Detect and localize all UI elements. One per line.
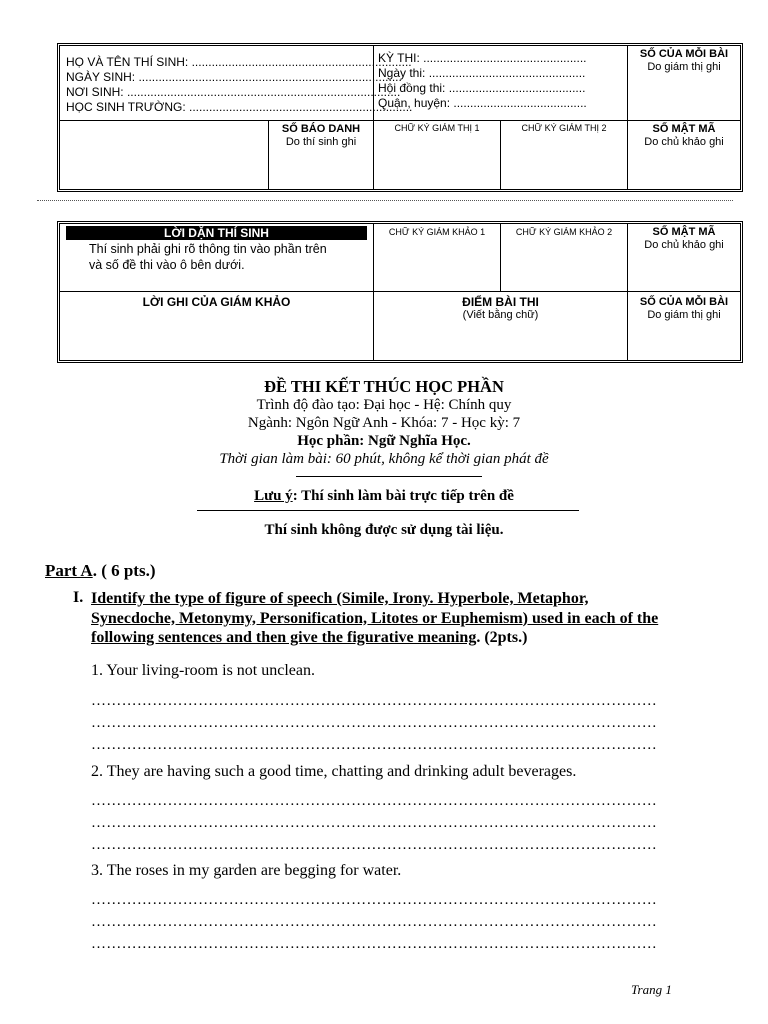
proctor-signature-1[interactable]: CHỮ KÝ GIÁM THỊ 1 — [394, 123, 480, 133]
instructions-text: Thí sinh phải ghi rõ thông tin vào phần trên và số đề thi vào ô bên dưới. — [89, 242, 327, 272]
secret-code-title-2: SỐ MẬT MÃ — [652, 226, 716, 238]
grading-box — [57, 221, 743, 363]
paper-number-note-2: Do giám thị ghi — [647, 309, 721, 321]
paper-number-cell-2 — [628, 296, 740, 322]
answer-line[interactable]: ………………………………………………………………………………………………… — [91, 737, 658, 753]
question-2: 2. They are having such a good time, chatting and drinking adult beverages. — [91, 763, 577, 780]
exam-course: Học phần: Ngữ Nghĩa Học. — [297, 433, 471, 449]
exam-time: Thời gian làm bài: 60 phút, không kể thời gian phát đề — [219, 451, 549, 467]
answer-line[interactable]: ………………………………………………………………………………………………… — [91, 914, 658, 930]
candidate-number-cell — [269, 123, 373, 149]
exam-name-field[interactable]: KỲ THI: ................................................. — [378, 51, 587, 65]
answer-line[interactable]: ………………………………………………………………………………………………… — [91, 815, 658, 831]
candidate-number-title: SỐ BÁO DANH — [281, 123, 361, 135]
note-label: Lưu ý — [254, 488, 293, 504]
proctor-signature-2[interactable]: CHỮ KÝ GIÁM THỊ 2 — [521, 123, 607, 133]
secret-code-note: Do chủ khảo ghi — [644, 136, 724, 148]
secret-code-cell — [628, 123, 740, 149]
exam-major: Ngành: Ngôn Ngữ Anh - Khóa: 7 - Học kỳ: 7 — [247, 415, 521, 431]
birth-place-field[interactable]: NƠI SINH: .................................................................................. — [66, 85, 401, 99]
exam-note — [0, 488, 768, 505]
title-rule — [296, 476, 482, 477]
answer-line[interactable]: ………………………………………………………………………………………………… — [91, 837, 658, 853]
score-title: ĐIỂM BÀI THI — [462, 295, 539, 309]
grader-signature-1[interactable]: CHỮ KÝ GIÁM KHẢO 1 — [388, 227, 486, 237]
answer-line[interactable]: ………………………………………………………………………………………………… — [91, 793, 658, 809]
exam-fields — [378, 51, 624, 111]
district-field[interactable]: Quận, huyện: ........................................ — [378, 96, 587, 110]
part-a-points: . ( 6 pts.) — [92, 561, 156, 580]
full-name-field[interactable]: HỌ VÀ TÊN THÍ SINH: .................................................................. — [66, 55, 412, 69]
score-cell[interactable] — [374, 296, 627, 322]
answer-line[interactable]: ………………………………………………………………………………………………… — [91, 892, 658, 908]
paper-number-title-2: SỐ CỦA MỖI BÀI — [639, 296, 729, 308]
exam-title: ĐỀ THI KẾT THÚC HỌC PHẦN — [264, 377, 504, 396]
part-a-heading — [45, 561, 156, 581]
grader-signature-2[interactable]: CHỮ KÝ GIÁM KHẢO 2 — [515, 227, 613, 237]
answer-line[interactable]: ………………………………………………………………………………………………… — [91, 936, 658, 952]
no-materials-note: Thí sinh không được sử dụng tài liệu. — [264, 522, 504, 538]
paper-number-note: Do giám thị ghi — [647, 61, 721, 73]
exam-level: Trình độ đào tạo: Đại học - Hệ: Chính quy — [256, 397, 512, 413]
cut-line — [37, 200, 733, 201]
school-field[interactable]: HỌC SINH TRƯỜNG: ................................................................... — [66, 100, 413, 114]
note-text: : Thí sinh làm bài trực tiếp trên đề — [292, 488, 514, 504]
secret-code-title: SỐ MẬT MÃ — [652, 123, 716, 135]
answer-line[interactable]: ………………………………………………………………………………………………… — [91, 693, 658, 709]
candidate-number-note: Do thí sinh ghi — [285, 136, 357, 148]
exam-council-field[interactable]: Hội đồng thi: ......................................... — [378, 81, 586, 95]
page-number: Trang 1 — [631, 982, 672, 997]
exam-date-field[interactable]: Ngày thi: ............................................... — [378, 66, 586, 80]
paper-number-cell — [628, 48, 740, 74]
section-number: I. — [73, 589, 84, 606]
score-note: (Viết bằng chữ) — [462, 309, 539, 321]
candidate-info-box — [57, 43, 743, 192]
question-1: 1. Your living-room is not unclean. — [91, 662, 315, 679]
birth-date-field[interactable]: NGÀY SINH: ............................................................................... — [66, 70, 402, 84]
note-rule — [197, 510, 579, 511]
paper-number-title: SỐ CỦA MỖI BÀI — [639, 48, 729, 60]
grader-notes[interactable]: LỜI GHI CỦA GIÁM KHẢO — [142, 295, 291, 309]
answer-line[interactable]: ………………………………………………………………………………………………… — [91, 715, 658, 731]
part-a-label: Part A — [45, 561, 93, 580]
instructions-title: LỜI DẶN THÍ SINH — [66, 226, 367, 240]
candidate-fields — [66, 55, 413, 115]
secret-code-cell-2 — [628, 226, 740, 252]
secret-code-note-2: Do chủ khảo ghi — [644, 239, 724, 251]
section-instruction: Identify the type of figure of speech (Simile, Irony. Hyperbole, Metaphor, Synecdoche, Metonymy, Personification, Litotes or Euphemism) used in each of the following sentences and then give the figurative meaning. (2pts.) — [91, 590, 659, 646]
question-3: 3. The roses in my garden are begging for water. — [91, 862, 402, 879]
